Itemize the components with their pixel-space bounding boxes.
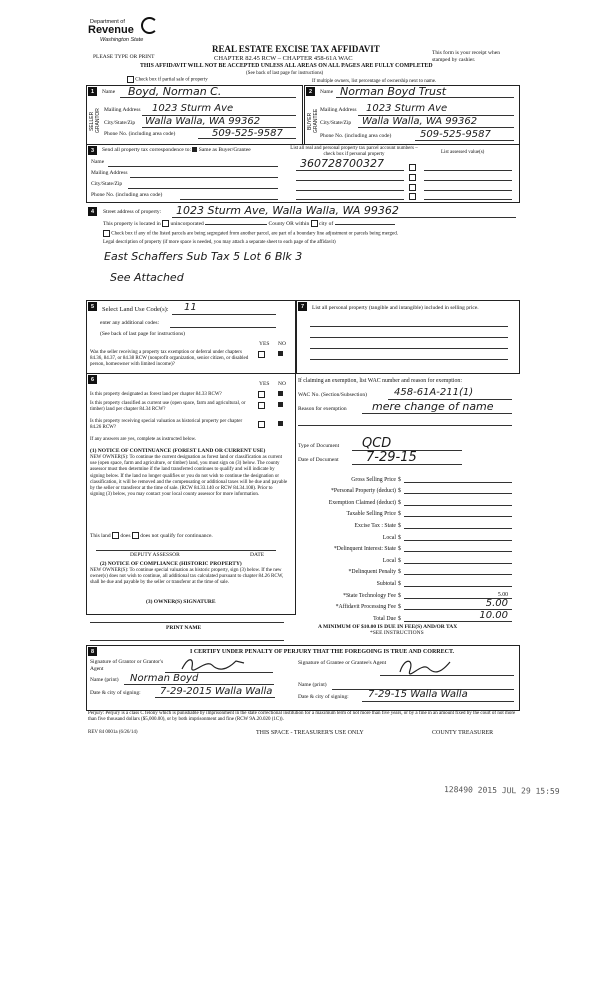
segregated-row <box>103 230 398 237</box>
exemption-label: If claiming an exemption, list WAC number and reason for exemption: <box>298 378 462 384</box>
pp-line-3 <box>310 348 508 349</box>
tax-value[interactable] <box>404 574 512 575</box>
tax-value[interactable]: 5.00 <box>404 592 512 599</box>
segregated-checkbox[interactable] <box>103 230 110 237</box>
assessed-line-3 <box>424 190 512 191</box>
land-use-see-back: (See back of last page for instructions) <box>100 331 185 337</box>
buyer-phone-line <box>415 140 514 141</box>
corr-city-line <box>128 188 278 189</box>
exemption-yes-checkbox[interactable] <box>258 351 265 358</box>
parcel-line-3 <box>296 190 404 191</box>
pp-line-1 <box>310 326 508 327</box>
wac-number[interactable]: 458-61A-211(1) <box>394 387 474 398</box>
exemption-reason[interactable]: mere change of name <box>372 400 494 413</box>
partial-sale-label: Check box if partial sale of property <box>135 77 208 83</box>
deputy-label: DEPUTY ASSESSOR <box>130 552 180 558</box>
tax-label: *Delinquent Interest: State <box>333 546 396 553</box>
tax-value[interactable] <box>404 586 512 587</box>
current-use-no-checkbox[interactable] <box>278 402 283 408</box>
grantor-name-label: Name (print) <box>90 677 119 683</box>
tax-label: Excise Tax : State <box>354 522 396 529</box>
notice2-title: (2) NOTICE OF COMPLIANCE (HISTORIC PROPERTY) <box>100 561 242 567</box>
tax-label: *Personal Property (deduct) <box>330 488 396 495</box>
assessed-line-2 <box>424 180 512 181</box>
s6-yes: YES <box>259 381 270 387</box>
city-of-checkbox[interactable] <box>311 220 318 227</box>
notice2-text: NEW OWNER(S): To continue special valuation as historic property, sign (3) below. If the new owner(s) does not wish to continue, all additional tax calculated pursuant to chapter 84.26 RCW, shall be due and payable by the seller or transferor at the time of sale. <box>90 568 284 586</box>
perjury-text: Perjury: Perjury is a class C felony which is punishable by imprisonment in the state correctional institution for a maximum term of not more than five years, or by a fine in an amount fixed by the court of not more than five thousand dollars ($5,000.00), or by both imprisonment and fine (RCW 9A.20.020 (1C)). <box>88 711 516 723</box>
reason-label: Reason for exemption <box>298 406 347 412</box>
buyer-name-label: Name <box>320 89 334 95</box>
tax-row: *Affidavit Processing Fee $ 5.00 <box>298 599 512 611</box>
section-2-number: 2 <box>306 87 315 96</box>
tax-label: *State Technology Fee <box>343 592 396 599</box>
treasurer-use: THIS SPACE - TREASURER'S USE ONLY <box>256 730 364 736</box>
county-label: County OR within <box>268 220 310 227</box>
grantor-date-line <box>155 697 275 698</box>
reason-line-2 <box>298 425 512 426</box>
seller-name[interactable]: Boyd, Norman C. <box>128 85 222 98</box>
parcel-header: List all real and personal property tax parcel account numbers – check box if personal property <box>290 146 418 157</box>
tax-value[interactable] <box>404 540 512 541</box>
land-use-no: NO <box>278 341 286 347</box>
tax-value[interactable] <box>404 482 512 483</box>
parcel-line-4 <box>296 199 404 200</box>
street-label: Street address of property: <box>103 209 162 215</box>
forest-question: Is this property designated as forest land per chapter 84.33 RCW? <box>90 392 222 397</box>
buyer-city[interactable]: Walla Walla, WA 99362 <box>362 116 478 127</box>
multiple-owners-note: If multiple owners, list percentage of ownership next to name. <box>312 79 437 84</box>
tax-value[interactable] <box>404 563 512 564</box>
seller-side-label: SELLER GRANTOR <box>89 108 101 134</box>
seller-phone[interactable]: 509-525-9587 <box>212 128 283 139</box>
form-title: REAL ESTATE EXCISE TAX AFFIDAVIT <box>212 44 380 54</box>
correspondence-label <box>102 147 251 153</box>
corr-phone-label: Phone No. (including area code) <box>91 192 163 198</box>
tax-row: *Personal Property (deduct) $ <box>298 483 512 495</box>
tax-value[interactable] <box>404 493 512 494</box>
tax-label: Taxable Selling Price <box>346 511 396 518</box>
dor-line: Department of <box>90 19 125 25</box>
buyer-side-label: BUYER GRANTEE <box>307 108 319 134</box>
grantor-signature <box>178 655 248 675</box>
grantee-signature <box>396 656 456 678</box>
corr-address-line <box>130 177 278 178</box>
legal-label: Legal description of property (if more space is needed, you may attach a separate sheet to each page of the affidavit) <box>103 240 336 245</box>
section-6-number: 6 <box>88 375 97 384</box>
tax-value[interactable] <box>404 528 512 529</box>
parcel-line-2 <box>296 180 404 181</box>
buyer-name[interactable]: Norman Boyd Trust <box>340 85 447 98</box>
parcel-number[interactable]: 360728700327 <box>300 157 384 170</box>
seller-city-label: City/State/Zip <box>104 120 136 126</box>
corr-name-line <box>108 166 278 167</box>
land-use-label: Select Land Use Code(s): <box>102 306 169 313</box>
dor-state: Washington State <box>100 37 144 43</box>
buyer-city-label: City/State/Zip <box>320 120 352 126</box>
land-use-line <box>172 314 276 315</box>
form-rev: REV 84 0001a (6/26/14) <box>88 730 138 735</box>
parcel-checkbox-1[interactable] <box>409 164 416 171</box>
notice1-title: (1) NOTICE OF CONTINUANCE (FOREST LAND OR CURRENT USE) <box>90 448 266 454</box>
seller-phone-label: Phone No. (including area code) <box>104 131 176 137</box>
grantor-date-label: Date & city of signing: <box>90 690 141 696</box>
tax-label: Local <box>382 534 396 541</box>
land-use-code[interactable]: 11 <box>184 302 197 313</box>
section-8-number: 8 <box>88 647 97 656</box>
tax-row: Gross Selling Price $ <box>298 471 512 483</box>
deputy-line <box>96 550 276 551</box>
parcel-line-1 <box>296 170 404 171</box>
tax-label: Local <box>382 557 396 564</box>
additional-line <box>170 327 276 328</box>
grantee-sig-label: Signature of Grantee or Grantee's Agent <box>298 660 387 666</box>
parcel-checkbox-2[interactable] <box>409 174 416 181</box>
doc-date-label: Date of Document <box>298 457 339 463</box>
doc-type[interactable]: QCD <box>362 436 392 451</box>
tax-row: *Delinquent Penalty $ <box>298 564 512 576</box>
section-1-number: 1 <box>88 87 97 96</box>
grantee-date-line <box>362 701 514 702</box>
doc-date[interactable]: 7-29-15 <box>366 450 417 465</box>
additional-codes: enter any additional codes: <box>100 320 160 326</box>
wac-label: WAC No. (Section/Subsection) <box>298 392 367 398</box>
partial-sale <box>127 76 208 83</box>
grantee-date[interactable]: 7-29-15 Walla Walla <box>368 689 468 700</box>
recording-stamp: 128490 2015 JUL 29 15:59 <box>443 784 560 797</box>
assessed-line-1 <box>424 170 512 171</box>
buyer-phone[interactable]: 509-525-9587 <box>420 129 491 140</box>
corr-name-label: Name <box>91 159 105 165</box>
section-4-number: 4 <box>88 207 97 216</box>
section-7-number: 7 <box>298 302 307 311</box>
if-yes-note: If any answers are yes, complete as instructed below. <box>90 437 197 442</box>
form-see-back: (See back of last page for instructions) <box>246 71 324 76</box>
form-warning: THIS AFFIDAVIT WILL NOT BE ACCEPTED UNLESS ALL AREAS ON ALL PAGES ARE FULLY COMPLETED <box>140 63 433 69</box>
corr-city-label: City/State/Zip <box>91 181 123 187</box>
continuance-row <box>90 532 213 539</box>
grantor-name-line <box>124 684 274 685</box>
tax-value[interactable]: 5.00 <box>404 599 512 610</box>
tax-label: *Delinquent Penalty <box>348 569 396 576</box>
tax-row: Total Due $ 10.00 <box>298 610 512 622</box>
receipt-note: This form is your receipt when stamped by cashier. <box>432 50 500 63</box>
dor-logo-mark <box>141 17 158 34</box>
grantor-name[interactable]: Norman Boyd <box>130 673 199 684</box>
tax-row: Taxable Selling Price $ <box>298 506 512 518</box>
dor-logo <box>86 17 156 47</box>
forest-yes-checkbox[interactable] <box>258 391 265 398</box>
county-treasurer: COUNTY TREASURER <box>432 730 494 736</box>
tax-value[interactable] <box>404 505 512 506</box>
buyer-city-line <box>358 127 514 128</box>
tax-label: Subtotal <box>376 580 396 587</box>
tax-row: Excise Tax : State $ <box>298 517 512 529</box>
grantee-date-label: Date & city of signing: <box>298 694 349 700</box>
owner-sig-line <box>90 622 284 623</box>
section-5-number: 5 <box>88 302 97 311</box>
tax-row: *State Technology Fee $ 5.00 <box>298 587 512 599</box>
legal-description-1[interactable]: East Schaffers Sub Tax 5 Lot 6 Blk 3 <box>104 250 303 263</box>
same-as-buyer-label: Same as Buyer/Grantee <box>198 147 251 153</box>
assessed-line-4 <box>424 199 512 200</box>
current-use-yes-checkbox[interactable] <box>258 402 265 409</box>
seller-address-label: Mailing Address <box>104 107 141 113</box>
buyer-address-label: Mailing Address <box>320 107 357 113</box>
personal-property-label: List all personal property (tangible and intangible) included in selling price. <box>312 305 479 311</box>
seller-name-label: Name <box>102 89 116 95</box>
street-line <box>172 217 516 218</box>
seller-address[interactable]: 1023 Sturm Ave <box>152 103 234 114</box>
unincorporated-checkbox[interactable] <box>162 220 169 227</box>
tax-value[interactable] <box>404 516 512 517</box>
correspondence-text: Send all property tax correspondence to: <box>102 147 192 153</box>
forest-no-checkbox[interactable] <box>278 391 283 397</box>
located-row <box>103 220 395 227</box>
owner-signature-label: (3) OWNER(S) SIGNATURE <box>146 599 216 605</box>
exemption-question: Was the seller receiving a property tax exemption or deferral under chapters 84.36, 84.37, or 84.38 RCW (nonprofit organization, senior citizen, or disabled person, homeowner with limited income)? <box>90 350 249 367</box>
exemption-no-checkbox[interactable] <box>278 351 283 357</box>
current-use-question: Is this property classified as current use (open space, farm and agricultural, or timber) land per chapter 84.34 RCW? <box>90 401 246 412</box>
s6-no: NO <box>278 381 286 387</box>
minimum-note: A MINIMUM OF $10.00 IS DUE IN FEE(S) AND/OR TAX <box>318 624 458 630</box>
certify-statement: I CERTIFY UNDER PENALTY OF PERJURY THAT THE FOREGOING IS TRUE AND CORRECT. <box>190 649 455 655</box>
tax-value[interactable]: 10.00 <box>404 611 512 622</box>
dor-name: Revenue <box>88 24 134 36</box>
tax-row: *Delinquent Interest: State $ <box>298 541 512 553</box>
tax-value[interactable] <box>404 551 512 552</box>
corr-address-label: Mailing Address <box>91 170 128 176</box>
grantor-sig-label: Signature of Grantor or Grantor's Agent <box>90 659 164 672</box>
buyer-address[interactable]: 1023 Sturm Ave <box>366 103 448 114</box>
historic-question: Is this property receiving special valuation as historical property per chapter 84.26 RCW? <box>90 419 243 430</box>
tax-label: Exemption Claimed (deduct) <box>328 499 396 506</box>
segregated-label: Check box if any of the listed parcels are being segregated from another parcel, are part of a boundary line adjustment or parcels being merged. <box>111 231 398 237</box>
reason-line <box>362 413 512 414</box>
street-address[interactable]: 1023 Sturm Ave, Walla Walla, WA 99362 <box>176 204 399 217</box>
section-3-number: 3 <box>88 146 97 155</box>
tax-label: Total Due <box>373 615 396 622</box>
does-checkbox[interactable] <box>112 532 119 539</box>
seller-city[interactable]: Walla Walla, WA 99362 <box>145 116 261 127</box>
parcel-checkbox-4[interactable] <box>409 193 416 200</box>
form-chapter: CHAPTER 82.45 RCW – CHAPTER 458-61A WAC <box>214 55 353 62</box>
see-instructions: *SEE INSTRUCTIONS <box>370 630 424 636</box>
type-or-print: PLEASE TYPE OR PRINT <box>93 54 155 60</box>
does-label: does <box>120 532 131 539</box>
tax-label: *Affidavit Processing Fee <box>335 604 396 611</box>
tax-label: Gross Selling Price <box>351 476 396 483</box>
print-name-label: PRINT NAME <box>166 625 202 631</box>
this-land: This land <box>90 532 111 539</box>
pp-line-2 <box>310 337 508 338</box>
grantor-date[interactable]: 7-29-2015 Walla Walla <box>160 686 273 697</box>
deputy-date-label: DATE <box>250 552 265 558</box>
historic-no-checkbox[interactable] <box>278 421 283 427</box>
tax-row: Exemption Claimed (deduct) $ <box>298 494 512 506</box>
qualify-label: qualify for continuance. <box>160 532 213 539</box>
print-name-line <box>90 640 284 641</box>
does-not-label: does not <box>140 532 159 539</box>
partial-sale-checkbox[interactable] <box>127 76 134 83</box>
assessed-header: List assessed value(s) <box>441 150 485 155</box>
pp-line-4 <box>310 359 508 360</box>
located-label: This property is located in <box>103 220 161 227</box>
parcel-checkbox-3[interactable] <box>409 184 416 191</box>
does-not-checkbox[interactable] <box>132 532 139 539</box>
city-of-label: city of <box>318 220 334 227</box>
tax-row: Subtotal $ <box>298 575 512 587</box>
tax-row: Local $ <box>298 529 512 541</box>
grantee-name-label: Name (print) <box>298 682 327 688</box>
same-as-buyer-checkbox[interactable] <box>192 147 197 152</box>
tax-table <box>298 471 512 622</box>
historic-yes-checkbox[interactable] <box>258 421 265 428</box>
legal-description-2[interactable]: See Attached <box>110 271 184 284</box>
buyer-phone-label: Phone No. (including area code) <box>320 133 392 139</box>
doc-type-label: Type of Document <box>298 443 340 449</box>
notice1-text: NEW OWNER(S): To continue the current designation as forest land or classification as current use (open space, farm and agriculture, or timber) land, you must sign on (3) below. The county assessor must then determine if the land transferred continues to qualify and will indicate by signing below. If the land no longer qualifies or you do not wish to continue the designation or classification, it will be removed and the compensating or additional taxes will be due and payable by the seller or transferor at the time of sale. (RCW 84.33.140 or RCW 84.34.108). Prior to signing (3) below, you may contact your local county assessor for more information. <box>90 455 288 498</box>
land-use-yes: YES <box>259 341 270 347</box>
corr-phone-line <box>180 199 278 200</box>
tax-row: Local $ <box>298 552 512 564</box>
unincorporated-label: unincorporated <box>170 220 204 227</box>
